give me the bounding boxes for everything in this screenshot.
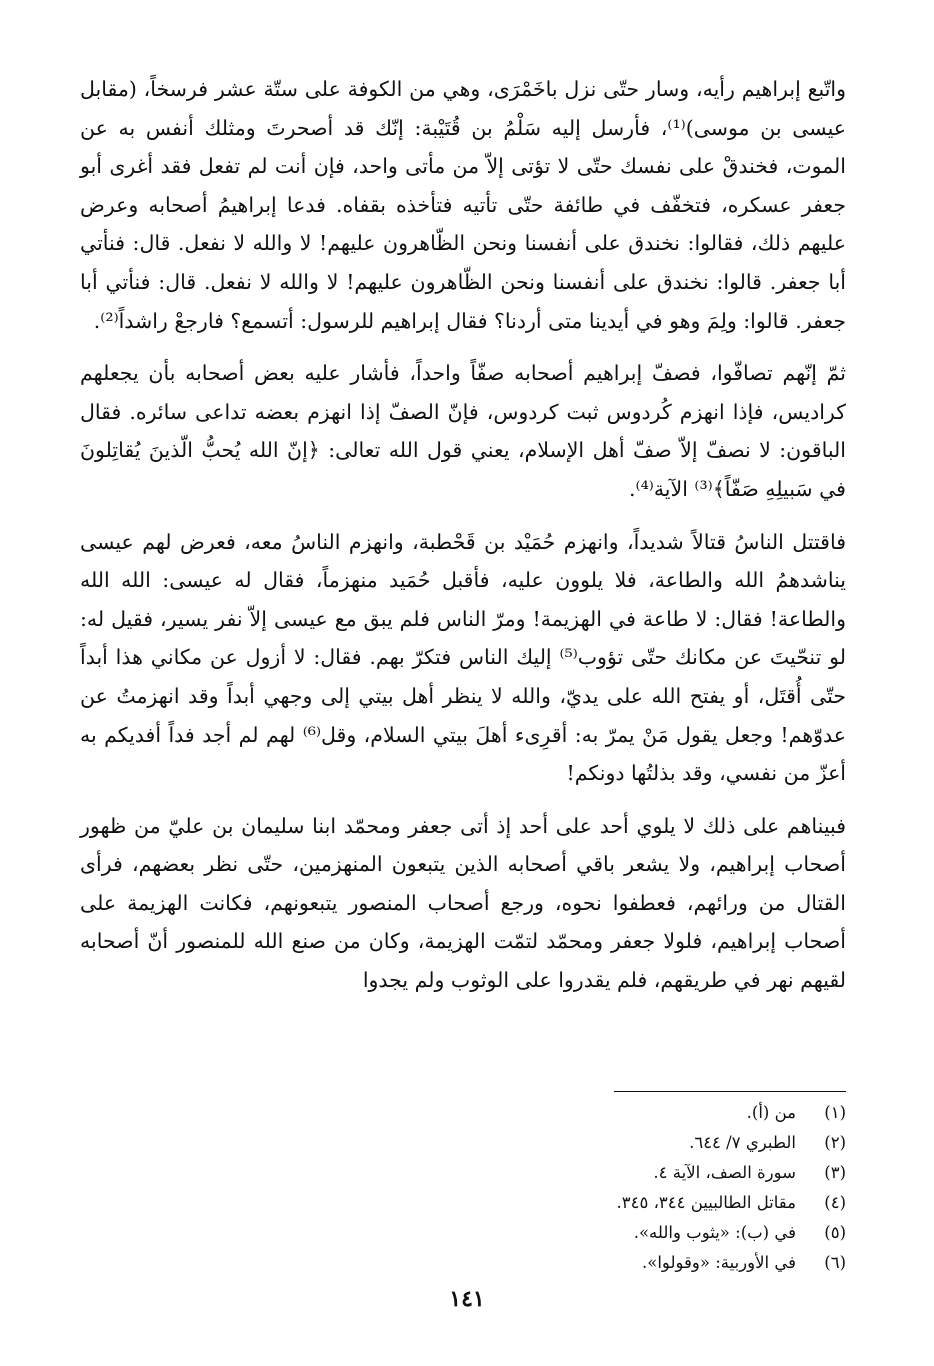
footnotes xyxy=(246,1098,846,1278)
footnote-text: في (ب): «يثوب والله». xyxy=(633,1223,796,1242)
footnote-number: (٢) xyxy=(824,1133,846,1152)
footnote-text: الطبري ٧/ ٦٤٤. xyxy=(689,1133,796,1152)
paragraph-1: واتّبع إبراهيم رأيه، وسار حتّى نزل باخَمْرَى، وهي من الكوفة على ستّة عشر فرسخاً، (مقابل عيسى بن موسى)⁽¹⁾، فأرسل إليه سَلْمُ بن قُتَيْبة: إنّك قد أصحرتَ ومثلك أنفس به عن الموت، فخندقْ على نفسك حتّى لا تؤتى إلاّ من مأتى واحد، فإن أنت لم تفعل فقد أغرى أبو جعفر عسكره، فتخفّف في طائفة حتّى تأتيه فتأخذه بقفاه. فدعا إبراهيمُ أصحابه وعرض عليهم ذلك، فقالوا: نخندق على أنفسنا ونحن الظّاهرون عليهم! لا والله لا نفعل. قال: فنأتي أبا جعفر. قالوا: نخندق على أنفسنا ونحن الظّاهرون عليهم! لا والله لا نفعل. قال: فنأتي أبا جعفر. قالوا: ولِمَ وهو في أيدينا متى أردنا؟ فقال إبراهيم للرسول: أتسمع؟ فارجعْ راشداً⁽²⁾. xyxy=(80,77,846,333)
footnote-number: (١) xyxy=(824,1103,846,1122)
page-number: ١٤١ xyxy=(449,1286,485,1312)
footnote-number: (٣) xyxy=(824,1163,846,1182)
footnote-item xyxy=(246,1248,846,1278)
footnote-text: في الأوربية: «وقولوا». xyxy=(642,1253,796,1272)
paragraph-3: فاقتتل الناسُ قتالاً شديداً، وانهزم حُمَيْد بن قَحْطبة، وانهزم الناسُ معه، فعرض لهم عيسى يناشدهمُ الله والطاعة، فلا يلوون عليه، فأقبل حُمَيد منهزماً، فقال له عيسى: الله الله والطاعة! فقال: لا طاعة في الهزيمة! ومرّ الناس فلم يبق مع عيسى إلاّ نفر يسير، فقيل له: لو تنحّيتَ عن مكانك حتّى تؤوب⁽⁵⁾ إليك الناس فتكرّ بهم. فقال: لا أزول عن مكاني هذا أبداً حتّى أُقتَل، أو يفتح الله على يديّ، والله لا ينظر أهل بيتي إلى وجهي أبداً وقد انهزمتُ عن عدوّهم! وجعل يقول مَنْ يمرّ به: أقرِىء أهلَ بيتي السلام، وقل⁽⁶⁾ لهم لم أجد فداً أفديكم به أعزّ من نفسي، وقد بذلتُها دونكم! xyxy=(80,529,846,786)
paragraph-2: ثمّ إنّهم تصافّوا، فصفّ إبراهيم أصحابه صفّاً واحداً، فأشار عليه بعض أصحابه بأن يجعلهم كراديس، فإذا انهزم كُردوس ثبت كردوس، فإنّ الصفّ إذا انهزم بعضه تداعى سائره. فقال الباقون: لا نصفّ إلاّ صفّ أهل الإسلام، يعني قول الله تعالى: ﴿إنّ الله يُحبُّ الّذينَ يُقاتِلونَ في سَبيلِهِ صَفّاً﴾⁽³⁾ الآية⁽⁴⁾. xyxy=(80,361,846,501)
footnote-number: (٥) xyxy=(824,1223,846,1242)
footnote-item xyxy=(246,1188,846,1218)
footnote-item xyxy=(246,1158,846,1188)
footnote-number: (٤) xyxy=(824,1193,846,1212)
footnote-item xyxy=(246,1128,846,1158)
footnote-item xyxy=(246,1218,846,1248)
footnote-number: (٦) xyxy=(824,1253,846,1272)
footnote-divider xyxy=(614,1091,846,1092)
footnote-text: من (أ). xyxy=(746,1103,796,1122)
paragraph-4: فبيناهم على ذلك لا يلوي أحد على أحد إذ أتى جعفر ومحمّد ابنا سليمان بن عليّ من ظهور أصحاب إبراهيم، ولا يشعر باقي أصحابه الذين يتبعون المنهزمين، حتّى نظر بعضهم، فرأى القتال من ورائهم، فعطفوا نحوه، ورجع أصحاب المنصور يتبعونهم، فكانت الهزيمة على أصحاب إبراهيم، فلولا جعفر ومحمّد لتمّت الهزيمة، وكان من صنع الله للمنصور أنّ أصحابه لقيهم نهر في طريقهم، فلم يقدروا على الوثوب ولم يجدوا xyxy=(80,813,846,993)
footnote-text: مقاتل الطالبيين ٣٤٤، ٣٤٥. xyxy=(616,1193,796,1212)
footnote-item xyxy=(246,1098,846,1128)
footnote-text: سورة الصف، الآية ٤. xyxy=(653,1163,796,1182)
